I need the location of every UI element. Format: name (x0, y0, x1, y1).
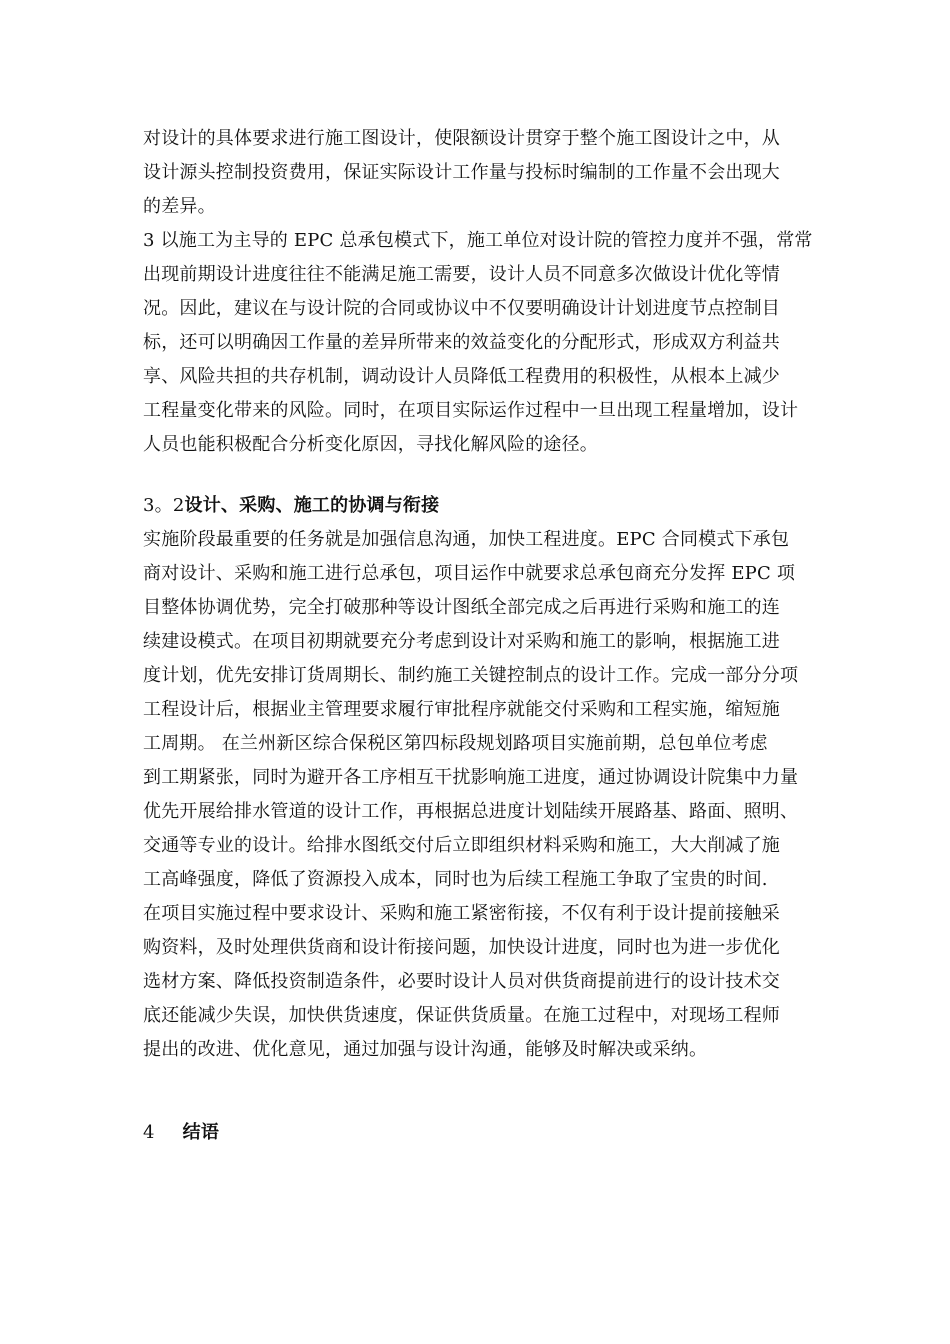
paragraph-line: 续建设模式。在项目初期就要充分考虑到设计对采购和施工的影响，根据施工进 (143, 631, 780, 652)
paragraph-line: 实施阶段最重要的任务就是加强信息沟通，加快工程进度。EPC 合同模式下承包 (143, 529, 790, 550)
paragraph-line: 工程量变化带来的风险。同时，在项目实际运作过程中一旦出现工程量增加，设计 (143, 400, 799, 421)
paragraph-line: 度计划，优先安排订货周期长、制约施工关键控制点的设计工作。完成一部分分项 (143, 665, 799, 686)
paragraph-line: 底还能减少失误，加快供货速度，保证供货质量。在施工过程中，对现场工程师 (143, 1005, 780, 1026)
paragraph-line: 购资料，及时处理供货商和设计衔接问题，加快设计进度，同时也为进一步优化 (143, 937, 780, 958)
conclusion-title: 结语 (182, 1122, 220, 1143)
paragraph-line: 选材方案、降低投资制造条件，必要时设计人员对供货商提前进行的设计技术交 (143, 971, 780, 992)
paragraph-line: 工高峰强度，降低了资源投入成本，同时也为后续工程施工争取了宝贵的时间. (143, 869, 768, 890)
paragraph-line: 优先开展给排水管道的设计工作，再根据总进度计划陆续开展路基、路面、照明、 (143, 801, 799, 822)
paragraph-line: 到工期紧张，同时为避开各工序相互干扰影响施工进度，通过协调设计院集中力量 (143, 767, 799, 788)
paragraph-line: 享、风险共担的共存机制，调动设计人员降低工程费用的积极性，从根本上减少 (143, 366, 780, 387)
conclusion-number: 4 (143, 1122, 155, 1143)
section-heading (143, 489, 439, 523)
paragraph-line: 3 以施工为主导的 EPC 总承包模式下，施工单位对设计院的管控力度并不强，常常 (143, 230, 813, 251)
paragraph-line: 的差异。 (143, 196, 216, 217)
paragraph-line: 商对设计、采购和施工进行总承包，项目运作中就要求总承包商充分发挥 EPC 项 (143, 563, 796, 584)
paragraph-line: 设计源头控制投资费用，保证实际设计工作量与投标时编制的工作量不会出现大 (143, 162, 780, 183)
paragraph-line: 出现前期设计进度往往不能满足施工需要，设计人员不同意多次做设计优化等情 (143, 264, 780, 285)
paragraph-line: 标，还可以明确因工作量的差异所带来的效益变化的分配形式，形成双方利益共 (143, 332, 780, 353)
paragraph-line: 人员也能积极配合分析变化原因，寻找化解风险的途径。 (143, 434, 598, 455)
paragraph-line: 对设计的具体要求进行施工图设计，使限额设计贯穿于整个施工图设计之中，从 (143, 128, 780, 149)
section-title: 设计、采购、施工的协调与衔接 (184, 495, 440, 516)
paragraph-line: 目整体协调优势，完全打破那种等设计图纸全部完成之后再进行采购和施工的连 (143, 597, 780, 618)
conclusion-heading (143, 1116, 219, 1150)
section-number: 3。2 (143, 495, 185, 516)
paragraph-line: 工周期。 在兰州新区综合保税区第四标段规划路项目实施前期，总包单位考虑 (143, 733, 768, 754)
paragraph-line: 在项目实施过程中要求设计、采购和施工紧密衔接，不仅有利于设计提前接触采 (143, 903, 780, 924)
paragraph-line: 工程设计后，根据业主管理要求履行审批程序就能交付采购和工程实施，缩短施 (143, 699, 780, 720)
paragraph-line: 况。因此，建议在与设计院的合同或协议中不仅要明确设计计划进度节点控制目 (143, 298, 780, 319)
paragraph-line: 提出的改进、优化意见，通过加强与设计沟通，能够及时解决或采纳。 (143, 1039, 708, 1060)
paragraph-line: 交通等专业的设计。给排水图纸交付后立即组织材料采购和施工，大大削减了施 (143, 835, 780, 856)
